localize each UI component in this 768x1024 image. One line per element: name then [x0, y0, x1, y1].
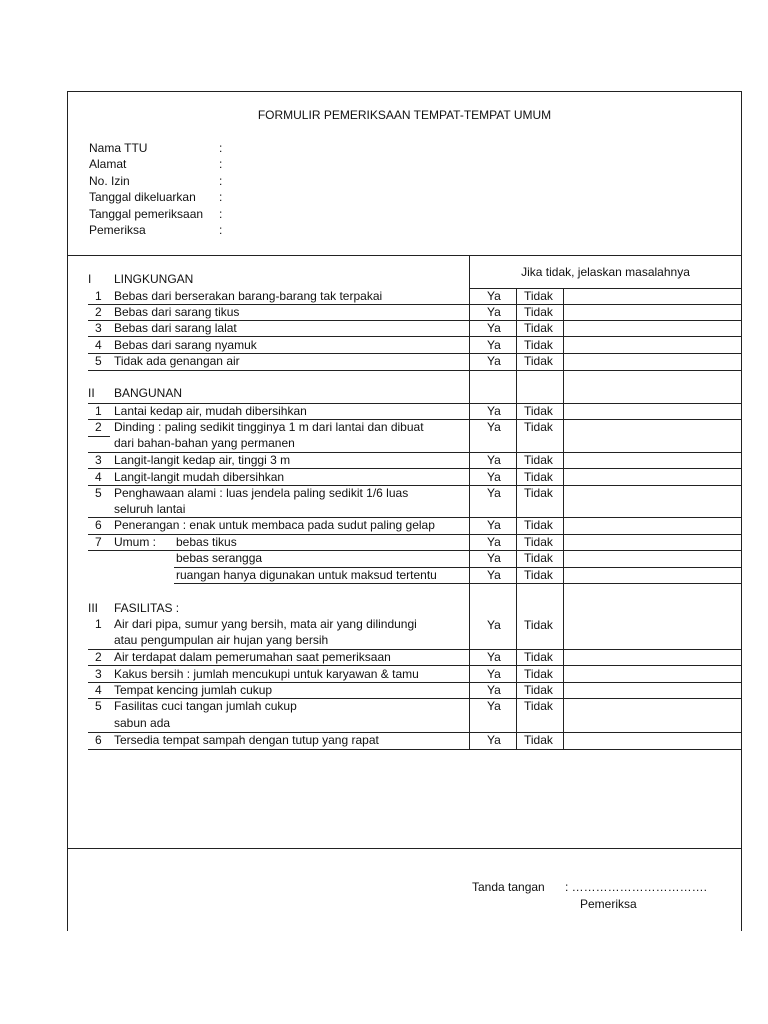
tidak-option[interactable]: Tidak — [524, 650, 553, 664]
tidak-option[interactable]: Tidak — [524, 667, 553, 681]
table-rule — [88, 749, 742, 750]
tidak-option[interactable]: Tidak — [524, 618, 553, 632]
row-number: 3 — [95, 667, 102, 681]
tidak-option[interactable]: Tidak — [524, 683, 553, 697]
row-text: Langit-langit kedap air, tinggi 3 m — [114, 453, 291, 467]
table-rule — [469, 288, 742, 289]
table-col-divider — [516, 288, 517, 750]
field-sep: : — [219, 190, 223, 204]
ya-option[interactable]: Ya — [487, 650, 501, 664]
ya-option[interactable]: Ya — [487, 667, 501, 681]
row-text: Umum : — [114, 535, 156, 549]
divider — [67, 848, 742, 849]
row-text: Penerangan : enak untuk membaca pada sudut paling gelap — [114, 518, 435, 532]
ya-option[interactable]: Ya — [487, 404, 501, 418]
field-label-tanggal-pemeriksaan: Tanggal pemeriksaan — [89, 207, 204, 221]
field-sep: : — [219, 174, 223, 188]
field-sep: : — [219, 157, 223, 171]
tidak-option[interactable]: Tidak — [524, 289, 553, 303]
row-text: Bebas dari sarang nyamuk — [114, 338, 257, 352]
row-text-continued: seluruh lantai — [114, 502, 186, 516]
tidak-option[interactable]: Tidak — [524, 486, 553, 500]
ya-option[interactable]: Ya — [487, 551, 501, 565]
row-text-continued: sabun ada — [114, 716, 171, 730]
row-number: 1 — [95, 404, 102, 418]
tidak-option[interactable]: Tidak — [524, 470, 553, 484]
row-text: Tidak ada genangan air — [114, 354, 240, 368]
ya-option[interactable]: Ya — [487, 618, 501, 632]
row-text: Air dari pipa, sumur yang bersih, mata air yang dilindungi — [114, 617, 417, 631]
signature-line[interactable]: : ……………………………. — [565, 880, 708, 894]
tidak-option[interactable]: Tidak — [524, 568, 553, 582]
row-subitem: ruangan hanya digunakan untuk maksud tertentu — [176, 568, 437, 582]
field-sep: : — [219, 207, 223, 221]
ya-option[interactable]: Ya — [487, 568, 501, 582]
row-number: 2 — [95, 420, 102, 434]
ya-option[interactable]: Ya — [487, 535, 501, 549]
field-label-alamat: Alamat — [89, 157, 127, 171]
tidak-option[interactable]: Tidak — [524, 305, 553, 319]
tidak-option[interactable]: Tidak — [524, 535, 553, 549]
row-text: Lantai kedap air, mudah dibersihkan — [114, 404, 307, 418]
field-sep: : — [219, 141, 223, 155]
signature-role: Pemeriksa — [580, 897, 637, 911]
ya-option[interactable]: Ya — [487, 305, 501, 319]
form-title: FORMULIR PEMERIKSAAN TEMPAT-TEMPAT UMUM — [257, 108, 552, 122]
section-number: I — [88, 272, 92, 286]
ya-option[interactable]: Ya — [487, 518, 501, 532]
field-label-no-izin: No. Izin — [89, 174, 130, 188]
row-number: 2 — [95, 305, 102, 319]
ya-option[interactable]: Ya — [487, 453, 501, 467]
row-number: 4 — [95, 338, 102, 352]
section-number: III — [88, 601, 99, 615]
row-number: 2 — [95, 650, 102, 664]
tidak-option[interactable]: Tidak — [524, 420, 553, 434]
row-number: 5 — [95, 486, 102, 500]
row-text: Kakus bersih : jumlah mencukupi untuk karyawan & tamu — [114, 667, 419, 681]
tidak-option[interactable]: Tidak — [524, 404, 553, 418]
section-number: II — [88, 386, 95, 400]
row-number: 5 — [95, 354, 102, 368]
field-label-tanggal-dikeluarkan: Tanggal dikeluarkan — [89, 190, 196, 204]
table-rule — [88, 436, 110, 437]
row-text: Tempat kencing jumlah cukup — [114, 683, 273, 697]
row-number: 3 — [95, 453, 102, 467]
row-text: Dinding : paling sedikit tingginya 1 m dari lantai dan dibuat — [114, 420, 424, 434]
tidak-option[interactable]: Tidak — [524, 338, 553, 352]
tidak-option[interactable]: Tidak — [524, 733, 553, 747]
row-number: 1 — [95, 289, 102, 303]
ya-option[interactable]: Ya — [487, 486, 501, 500]
row-subitem: bebas tikus — [176, 535, 237, 549]
row-number: 1 — [95, 617, 102, 631]
field-label-nama-ttu: Nama TTU — [89, 141, 148, 155]
field-label-pemeriksa: Pemeriksa — [89, 223, 146, 237]
row-text: Bebas dari sarang tikus — [114, 305, 240, 319]
ya-option[interactable]: Ya — [487, 338, 501, 352]
row-text: Fasilitas cuci tangan jumlah cukup — [114, 699, 297, 713]
row-number: 5 — [95, 699, 102, 713]
ya-option[interactable]: Ya — [487, 699, 501, 713]
row-number: 4 — [95, 683, 102, 697]
row-text: Bebas dari berserakan barang-barang tak terpakai — [114, 289, 383, 303]
ya-option[interactable]: Ya — [487, 683, 501, 697]
row-text: Tersedia tempat sampah dengan tutup yang rapat — [114, 733, 379, 747]
ya-option[interactable]: Ya — [487, 289, 501, 303]
row-text: Penghawaan alami : luas jendela paling sedikit 1/6 luas — [114, 486, 409, 500]
row-subitem: bebas serangga — [176, 551, 263, 565]
table-rule — [88, 370, 742, 371]
field-sep: : — [219, 223, 223, 237]
row-text: Bebas dari sarang lalat — [114, 321, 237, 335]
ya-option[interactable]: Ya — [487, 733, 501, 747]
tidak-option[interactable]: Tidak — [524, 321, 553, 335]
tidak-option[interactable]: Tidak — [524, 699, 553, 713]
tidak-option[interactable]: Tidak — [524, 551, 553, 565]
table-col-divider — [469, 255, 470, 750]
ya-option[interactable]: Ya — [487, 354, 501, 368]
tidak-option[interactable]: Tidak — [524, 453, 553, 467]
row-number: 4 — [95, 470, 102, 484]
row-text: Air terdapat dalam pemerumahan saat pemeriksaan — [114, 650, 391, 664]
section-title-fasilitas: FASILITAS : — [114, 601, 180, 615]
table-rule — [174, 583, 742, 584]
row-text-continued: dari bahan-bahan yang permanen — [114, 436, 295, 450]
ya-option[interactable]: Ya — [487, 470, 501, 484]
ya-option[interactable]: Ya — [487, 420, 501, 434]
row-text: Langit-langit mudah dibersihkan — [114, 470, 285, 484]
row-number: 7 — [95, 535, 102, 549]
row-text-continued: atau pengumpulan air hujan yang bersih — [114, 633, 329, 647]
row-number: 6 — [95, 518, 102, 532]
tidak-option[interactable]: Tidak — [524, 354, 553, 368]
section-title-lingkungan: LINGKUNGAN — [114, 272, 194, 286]
row-number: 3 — [95, 321, 102, 335]
ya-option[interactable]: Ya — [487, 321, 501, 335]
table-col-divider — [563, 288, 564, 750]
tidak-option[interactable]: Tidak — [524, 518, 553, 532]
section-title-bangunan: BANGUNAN — [114, 386, 183, 400]
divider — [67, 255, 742, 256]
signature-label: Tanda tangan — [472, 880, 545, 894]
row-number: 6 — [95, 733, 102, 747]
explain-header: Jika tidak, jelaskan masalahnya — [521, 265, 690, 279]
